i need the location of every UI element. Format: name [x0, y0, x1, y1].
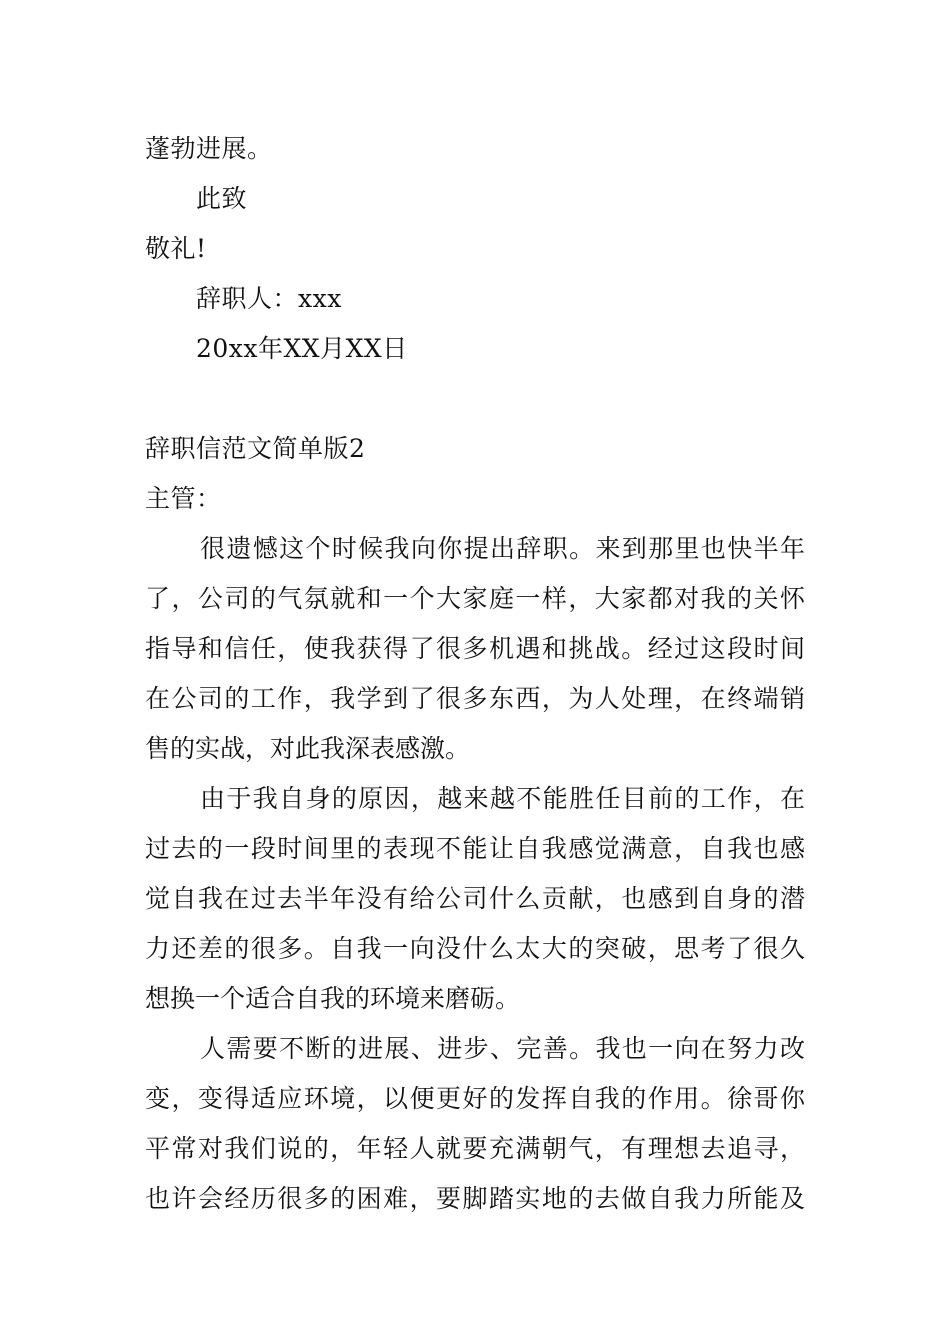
paragraph-3-line-1: 人需要不断的进展、进步、完善。我也一向在努力改 [200, 1034, 805, 1063]
paragraph-1-line-3: 指导和信任，使我获得了很多机遇和挑战。经过这段时间 [145, 634, 805, 663]
paragraph-2-line-1: 由于我自身的原因，越来越不能胜任目前的工作，在 [200, 784, 805, 813]
paragraph-1-line-4: 在公司的工作，我学到了很多东西，为人处理，在终端销 [145, 684, 805, 713]
closing-line: 蓬勃进展。 [145, 134, 273, 163]
signer-line: 辞职人：xxx [196, 284, 342, 313]
date-line: 20xx年XX月XX日 [196, 334, 408, 363]
paragraph-2-line-5: 想换一个适合自我的环境来磨砺。 [145, 984, 521, 1013]
paragraph-2-line-4: 力还差的很多。自我一向没什么太大的突破，思考了很久 [145, 934, 805, 963]
paragraph-2-line-2: 过去的一段时间里的表现不能让自我感觉满意，自我也感 [145, 834, 805, 863]
paragraph-1-line-2: 了，公司的气氛就和一个大家庭一样，大家都对我的关怀 [145, 584, 805, 613]
addressee-line: 主管： [145, 484, 222, 513]
paragraph-3-line-4: 也许会经历很多的困难，要脚踏实地的去做自我力所能及 [145, 1184, 805, 1213]
paragraph-1-line-5: 售的实战，对此我深表感激。 [145, 734, 471, 763]
paragraph-3-line-2: 变，变得适应环境，以便更好的发挥自我的作用。徐哥你 [145, 1084, 805, 1113]
salutation-line-2: 敬礼! [145, 234, 207, 263]
paragraph-1-line-1: 很遗憾这个时候我向你提出辞职。来到那里也快半年 [200, 534, 805, 563]
letter-title: 辞职信范文简单版2 [145, 434, 366, 463]
paragraph-3-line-3: 平常对我们说的，年轻人就要充满朝气，有理想去追寻， [145, 1134, 805, 1163]
paragraph-2-line-3: 觉自我在过去半年没有给公司什么贡献，也感到自身的潜 [145, 884, 805, 913]
salutation-line-1: 此致 [196, 184, 248, 213]
